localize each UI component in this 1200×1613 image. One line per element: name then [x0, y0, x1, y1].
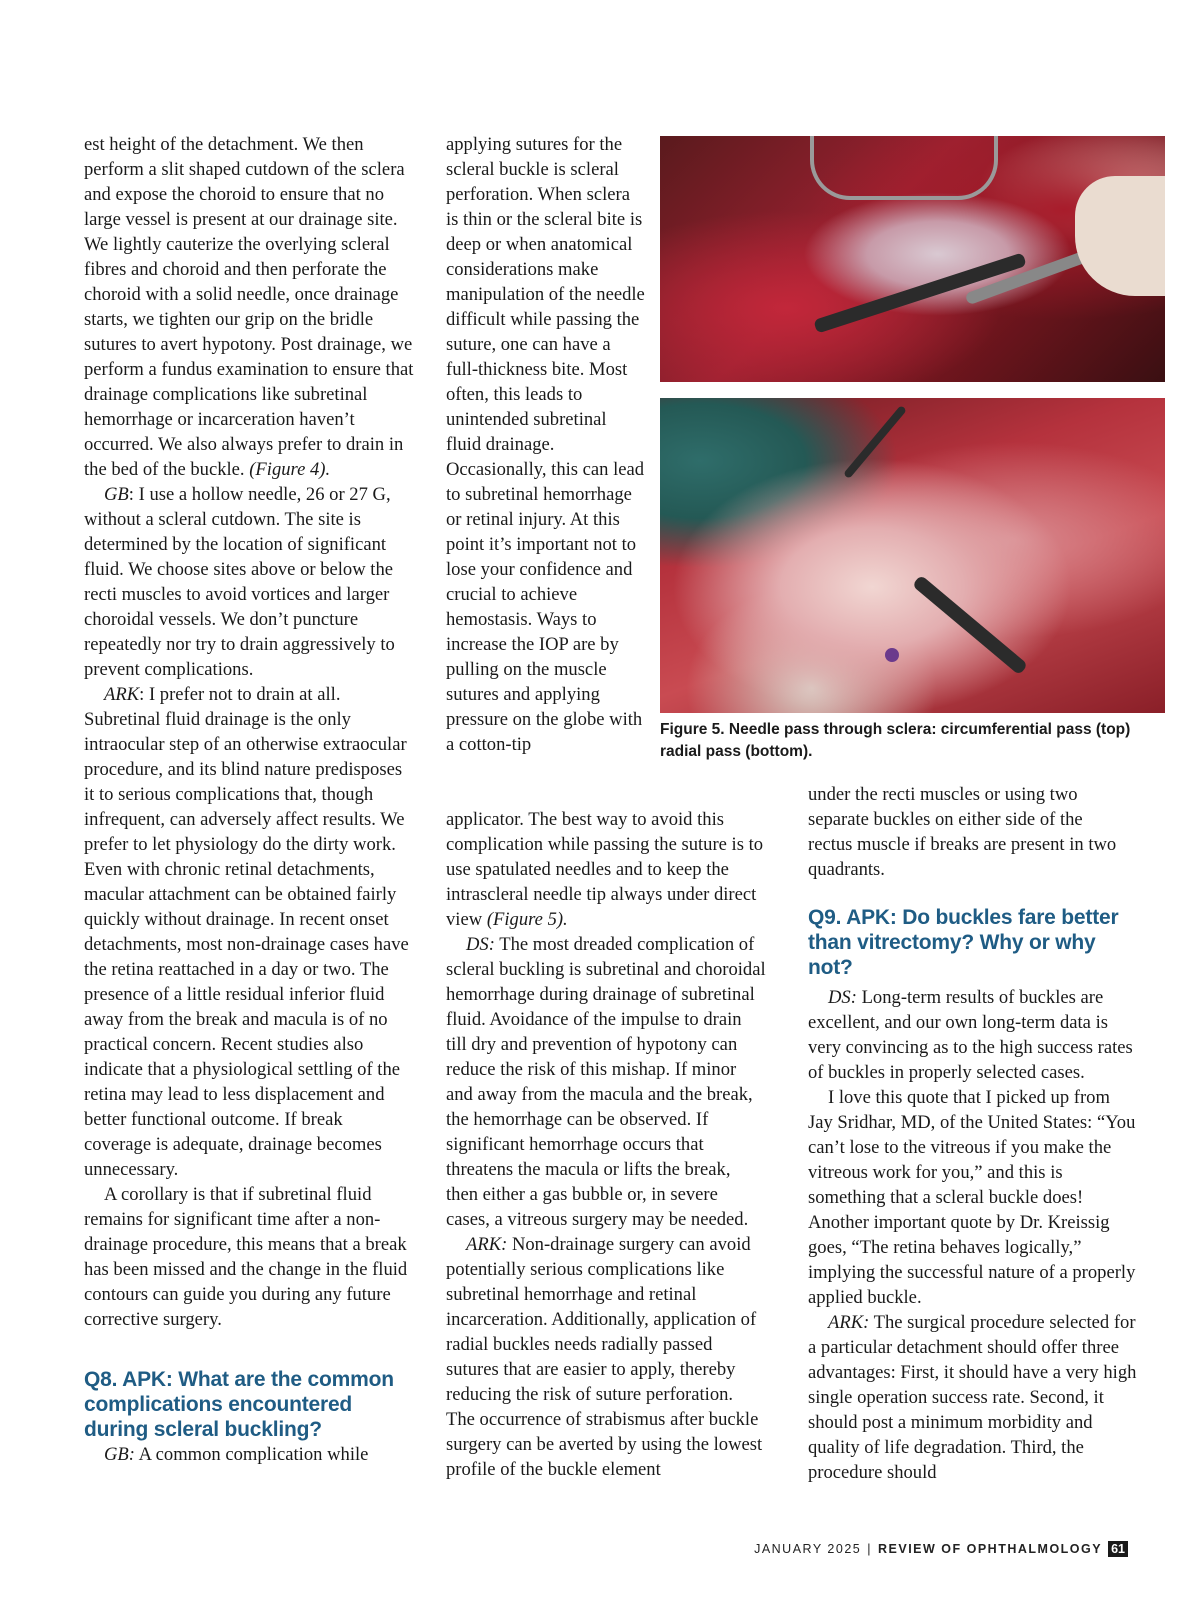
- footer-separator: |: [867, 1542, 872, 1556]
- publication-name: REVIEW OF OPHTHALMOLOGY: [878, 1542, 1103, 1556]
- speaker-initials: GB: [104, 484, 129, 505]
- glove-icon: [1075, 176, 1165, 296]
- paragraph: DS: Long-term results of buckles are excellent, and our own long-term data is very convincing as to the high success rates of buckles in properly selected cases.: [808, 987, 1133, 1083]
- issue-date: JANUARY 2025: [754, 1542, 862, 1556]
- surgery-photo-radial-pass: [660, 398, 1165, 713]
- needle-icon: [843, 405, 907, 479]
- paragraph: est height of the detachment. We then perform a slit shaped cutdown of the sclera and expose the choroid to ensure that no large vessel is present at our drainage site. We lightly cauterize the overlying scleral fibres and choroid and then perforate the choroid with a solid needle, once drainage starts, we tighten our grip on the bridle sutures to avert hypotony. Post drainage, we perform a fundus examination to ensure that drainage complications like subretinal hemorrhage or incarceration haven’t occurred. We also always prefer to drain in the bed of the buckle. (Figure 4).: [84, 134, 414, 480]
- article-column-2: [446, 807, 766, 1482]
- marking-dot-icon: [885, 648, 899, 662]
- paragraph: ARK: I prefer not to drain at all. Subretinal fluid drainage is the only intraocular step of an otherwise extraocular procedure, and its blind nature predisposes it to serious complications that, though infrequent, can adversely affect results. We prefer to let physiology do the dirty work. Even with chronic retinal detachments, macular attachment can be obtained fairly quickly without drainage. In recent onset detachments, most non-drainage cases have the retina reattached in a day or two. The presence of a little residual inferior fluid away from the break and macula is of no practical concern. Recent studies also indicate that a physiological settling of the retina may lead to less displacement and better functional outcome. If break coverage is adequate, drainage becomes unnecessary.: [84, 684, 409, 1180]
- paragraph: I love this quote that I picked up from Jay Sridhar, MD, of the United States: “You can’t lose to the vitreous if you make the vitreous work for you,” and this is something that a scleral buckle does! Another important quote by Dr. Kreissig goes, “The retina behaves logically,” implying the successful nature of a properly applied buckle.: [808, 1087, 1136, 1308]
- figure-reference: (Figure 4).: [249, 459, 331, 480]
- paragraph: applicator. The best way to avoid this complication while passing the suture is to use spatulated needles and to keep the intrascleral needle tip always under direct view (Figure 5).: [446, 809, 764, 930]
- speaker-initials: ARK:: [466, 1234, 508, 1255]
- speaker-initials: ARK:: [828, 1312, 870, 1333]
- retractor-icon: [810, 136, 998, 200]
- page-number: 61: [1108, 1541, 1128, 1557]
- paragraph: DS: The most dreaded complication of scleral buckling is subretinal and choroidal hemorrhage during drainage of subretinal fluid. Avoidance of the impulse to drain till dry and prevention of hypotony can reduce the risk of this mishap. If minor and away from the macula and the break, the hemorrhage can be observed. If significant hemorrhage occurs that threatens the macula or lifts the break, then either a gas bubble or, in severe cases, a vitreous surgery may be needed.: [446, 934, 766, 1230]
- speaker-initials: ARK: [104, 684, 140, 705]
- forceps-icon: [912, 575, 1028, 676]
- surgery-photo-circumferential-pass: [660, 136, 1165, 382]
- paragraph: ARK: Non-drainage surgery can avoid potentially serious complications like subretinal hemorrhage and retinal incarceration. Additionally, application of radial buckles needs radially passed sutures that are easier to apply, thereby reducing the risk of suture perforation. The occurrence of strabismus after buckle surgery can be averted by using the lowest profile of the buckle element: [446, 1234, 763, 1480]
- paragraph: GB: A common complication while: [104, 1444, 369, 1465]
- paragraph: under the recti muscles or using two separate buckles on either side of the rectus muscle if breaks are present in two quadrants.: [808, 784, 1117, 880]
- figure-reference: (Figure 5).: [486, 909, 568, 930]
- paragraph: applying sutures for the scleral buckle is scleral perforation. When sclera is thin or the scleral bite is deep or when anatomical considerations make manipulation of the needle difficult while passing the suture, one can have a full-thickness bite. Most often, this leads to unintended subretinal fluid drainage. Occasionally, this can lead to subretinal hemorrhage or retinal injury. At this point it’s important not to lose your confidence and crucial to achieve hemostasis. Ways to increase the IOP are by pulling on the muscle sutures and applying pressure on the globe with a cotton-tip: [446, 134, 645, 755]
- paragraph: ARK: The surgical procedure selected for a particular detachment should offer three advantages: First, it should have a very high single operation success rate. Second, it should post a minimum morbidity and quality of life degradation. Third, the procedure should: [808, 1312, 1137, 1483]
- article-column-1-tail: [84, 1442, 414, 1467]
- article-column-3: [808, 985, 1138, 1485]
- figure-caption: Figure 5. Needle pass through sclera: circumferential pass (top) radial pass (bottom).: [660, 721, 1131, 760]
- speaker-initials: DS:: [466, 934, 495, 955]
- question-heading-q9: Q9. APK: Do buckles fare better than vitrectomy? Why or why not?: [808, 906, 1119, 979]
- speaker-initials: DS:: [828, 987, 857, 1008]
- article-column-1: [84, 132, 414, 1332]
- article-column-2-narrow: [446, 132, 646, 757]
- speaker-initials: GB:: [104, 1444, 135, 1465]
- question-heading-q8: Q8. APK: What are the common complications encountered during scleral buckling?: [84, 1368, 394, 1441]
- page-footer: [754, 1541, 1128, 1557]
- paragraph: GB: I use a hollow needle, 26 or 27 G, without a scleral cutdown. The site is determined by the location of significant fluid. We choose sites above or below the recti muscles to avoid vortices and larger choroidal vessels. We don’t puncture repeatedly nor try to drain aggressively to prevent complications.: [84, 484, 395, 680]
- paragraph: A corollary is that if subretinal fluid remains for significant time after a non-drainage procedure, this means that a break has been missed and the change in the fluid contours can guide you during any future corrective surgery.: [84, 1184, 408, 1330]
- article-column-3-top: [808, 782, 1128, 882]
